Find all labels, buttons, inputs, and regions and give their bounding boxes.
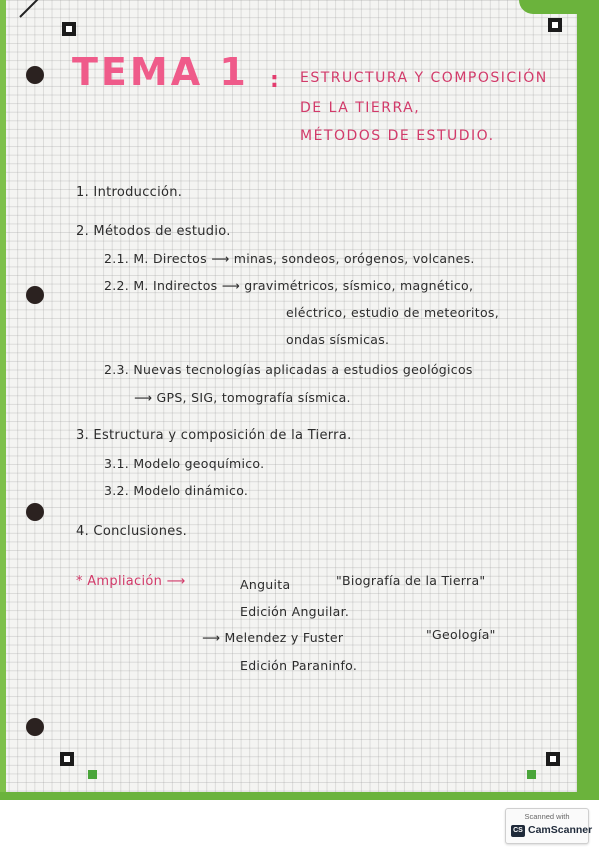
binder-hole <box>26 503 44 521</box>
binder-hole <box>26 286 44 304</box>
camscanner-badge <box>505 808 593 844</box>
title-colon: : <box>270 68 279 93</box>
green-square-left <box>88 770 97 779</box>
section-4: 4. Conclusiones. <box>76 524 188 539</box>
pen-mark <box>19 0 44 18</box>
subtitle-line-3: MÉTODOS DE ESTUDIO. <box>300 128 495 144</box>
section-2: 2. Métodos de estudio. <box>76 224 231 239</box>
scanned-with-label: Scanned with <box>524 812 570 821</box>
section-2-2-cont: eléctrico, estudio de meteoritos, <box>286 305 500 320</box>
right-green-edge <box>577 0 599 800</box>
ref-2-title: "Geología" <box>426 627 496 642</box>
section-2-2-cont-2: ondas sísmicas. <box>286 332 390 347</box>
camscanner-logo-icon: CS <box>511 825 525 837</box>
bottom-green-edge <box>0 792 599 800</box>
ref-2-edition: Edición Paraninfo. <box>240 658 358 673</box>
section-3-1: 3.1. Modelo geoquímico. <box>104 456 265 471</box>
section-2-1: 2.1. M. Directos ⟶ minas, sondeos, orógenos, volcanes. <box>104 251 475 266</box>
ref-1-author: Anguita <box>240 577 291 592</box>
corner-marker-top-left <box>62 22 76 36</box>
corner-marker-bottom-left <box>60 752 74 766</box>
camscanner-name: CamScanner <box>528 824 593 836</box>
section-2-2: 2.2. M. Indirectos ⟶ gravimétricos, sísmico, magnético, <box>104 278 474 293</box>
binder-hole <box>26 66 44 84</box>
page-title: TEMA 1 <box>72 50 249 94</box>
corner-marker-top-right <box>548 18 562 32</box>
binder-hole <box>26 718 44 736</box>
corner-marker-bottom-right <box>546 752 560 766</box>
section-3-2: 3.2. Modelo dinámico. <box>104 483 249 498</box>
section-1: 1. Introducción. <box>76 185 183 200</box>
subtitle-line-2: DE LA TIERRA, <box>300 100 421 116</box>
ref-1-edition: Edición Anguilar. <box>240 604 350 619</box>
section-2-3: 2.3. Nuevas tecnologías aplicadas a estudios geológicos <box>104 362 473 377</box>
section-3: 3. Estructura y composición de la Tierra. <box>76 428 352 443</box>
section-2-3-cont: ⟶ GPS, SIG, tomografía sísmica. <box>134 390 351 405</box>
references-label: * Ampliación ⟶ <box>76 574 186 589</box>
green-square-right <box>527 770 536 779</box>
subtitle-line-1: ESTRUCTURA Y COMPOSICIÓN <box>300 70 548 86</box>
ref-1-title: "Biografía de la Tierra" <box>336 573 486 588</box>
top-green-edge <box>519 0 599 14</box>
left-edge <box>0 0 6 800</box>
ref-2-author: ⟶ Melendez y Fuster <box>202 630 344 645</box>
